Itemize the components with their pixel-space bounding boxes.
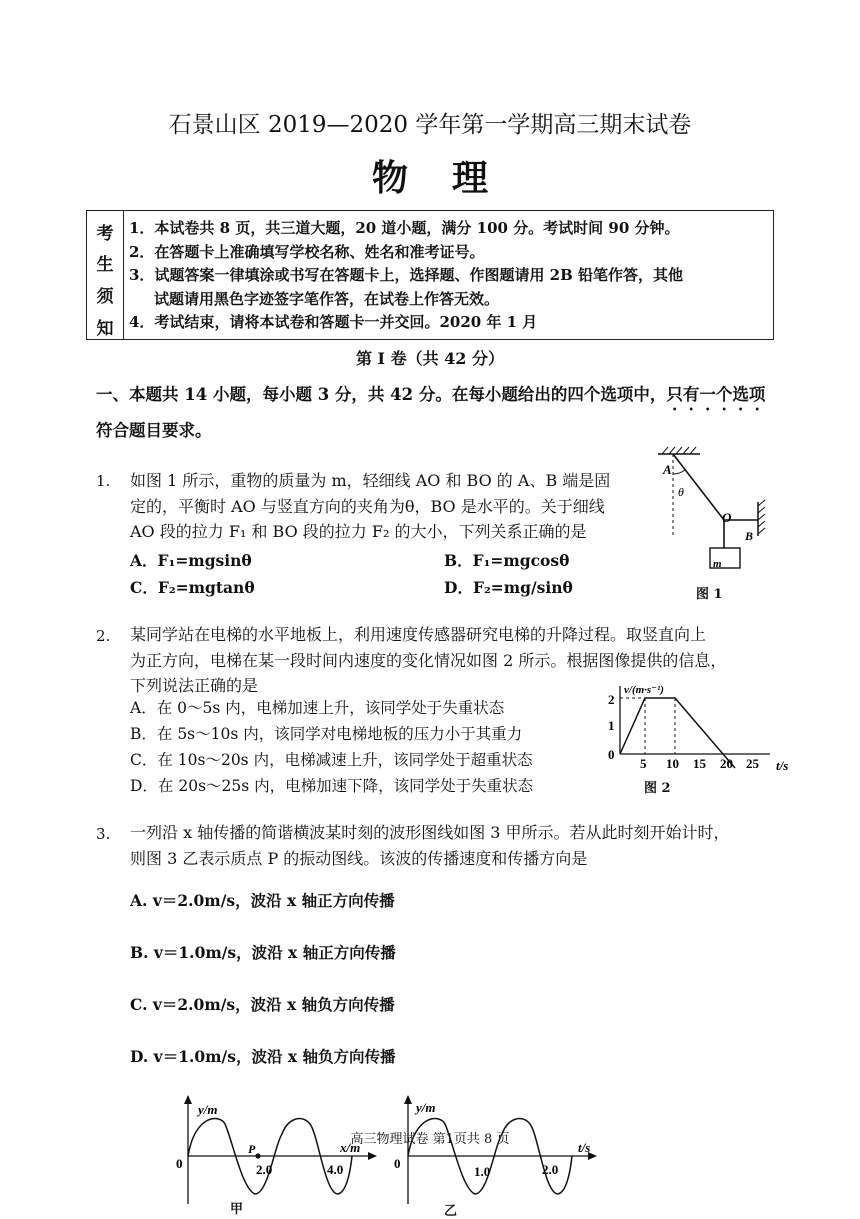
ylabel: y/m (416, 1100, 436, 1115)
stem-line: 下列说法正确的是 (130, 676, 259, 695)
xtick: 20 (720, 756, 733, 771)
option-d: D. v＝1.0m/s，波沿 x 轴负方向传播 (130, 1047, 396, 1066)
ylabel: y/m (198, 1102, 218, 1117)
notice-list (129, 217, 769, 335)
exam-title: 石景山区 2019—2020 学年第一学期高三期末试卷 (168, 112, 692, 138)
notice-item: 4．考试结束，请将本试卷和答题卡一并交回。2020 年 1 月 (129, 313, 538, 331)
option-d: D．在 20s～25s 内，电梯加速下降，该同学处于失重状态 (130, 777, 534, 795)
figure-1-caption: 图 1 (696, 587, 723, 602)
xlabel: t/s (578, 1140, 591, 1155)
section-heading: 第 Ⅰ 卷（共 42 分） (355, 349, 505, 368)
stem-line: 为正方向，电梯在某一段时间内速度的变化情况如图 2 所示。根据图像提供的信息， (130, 650, 727, 670)
question-1-stem (130, 468, 650, 545)
notice-box (86, 210, 774, 340)
xtick: 5 (640, 756, 647, 771)
label-theta: θ (678, 485, 684, 499)
stem-line: 定的，平衡时 AO 与竖直方向的夹角为θ，BO 是水平的。关于细线 (130, 496, 605, 516)
xtick: 1.0 (474, 1164, 491, 1179)
option-a: A. v＝2.0m/s，波沿 x 轴正方向传播 (130, 891, 395, 910)
question-3-stem (130, 820, 810, 871)
figure-3-vibration (390, 1094, 600, 1214)
option-b: B. v＝1.0m/s，波沿 x 轴正方向传播 (130, 943, 396, 962)
notice-label (87, 211, 124, 339)
stem-line: 一列沿 x 轴传播的简谐横波某时刻的波形图线如图 3 甲所示。若从此时刻开始计时， (130, 823, 730, 842)
xtick: 15 (693, 756, 706, 771)
label-b: B (745, 529, 754, 543)
origin: 0 (608, 747, 615, 762)
label-o: O (722, 510, 732, 525)
notice-label-char: 知 (96, 319, 114, 339)
notice-label-char: 须 (96, 287, 114, 307)
notice-label-char: 考 (96, 224, 114, 244)
notice-item: 3．试题答案一律填涂或书写在答题卡上，选择题、作图题请用 2B 铅笔作答，其他 (129, 266, 684, 284)
point-p (255, 1153, 260, 1158)
question-number: 3. (96, 825, 111, 843)
xtick: 10 (666, 756, 679, 771)
figure-3-right-caption: 乙 (444, 1204, 458, 1219)
question-number: 2. (96, 627, 111, 645)
figure-1 (650, 444, 780, 604)
subject-title: 物理 (371, 157, 532, 199)
option-a: A．在 0～5s 内，电梯加速上升，该同学处于失重状态 (130, 699, 505, 717)
notice-label-char: 生 (96, 255, 114, 275)
part-prefix: 一、本题共 14 小题，每小题 3 分，共 42 分。在每小题给出的四个选项中， (96, 385, 667, 404)
ytick-1: 1 (608, 718, 615, 733)
option-b: B．在 5s～10s 内，该同学对电梯地板的压力小于其重力 (130, 725, 523, 743)
stem-line: 某同学站在电梯的水平地板上，利用速度传感器研究电梯的升降过程。取竖直向上 (130, 625, 707, 644)
question-number: 1. (96, 472, 111, 490)
xtick: 2.0 (542, 1162, 559, 1177)
xtick: 2.0 (256, 1162, 273, 1177)
stem-line: AO 段的拉力 F₁ 和 BO 段的拉力 F₂ 的大小，下列关系正确的是 (130, 522, 587, 541)
xtick: 25 (746, 756, 759, 771)
option-c: C. v＝2.0m/s，波沿 x 轴负方向传播 (130, 995, 395, 1014)
ytick-2: 2 (608, 692, 615, 707)
label-m: m (713, 558, 722, 570)
option-a: A．F₁=mgsinθ (130, 551, 252, 570)
figure-3-left-caption: 甲 (230, 1202, 244, 1217)
notice-item: 1．本试卷共 8 页，共三道大题，20 道小题，满分 100 分。考试时间 90 分钟。 (129, 219, 680, 237)
xlabel: x/m (340, 1140, 361, 1155)
origin: 0 (394, 1156, 401, 1171)
part-suffix: 符合题目要求。 (96, 421, 212, 440)
option-b: B．F₁=mgcosθ (444, 551, 570, 570)
stem-line: 如图 1 所示，重物的质量为 m，轻细线 AO 和 BO 的 A、B 端是固 (130, 471, 611, 490)
figure-2-caption: 图 2 (644, 781, 671, 796)
option-c: C．F₂=mgtanθ (130, 578, 255, 597)
label-p: P (248, 1142, 256, 1156)
xtick: 4.0 (327, 1162, 344, 1177)
option-d: D．F₂=mg/sinθ (444, 578, 573, 597)
part-emphasis: 只有一个选项 (666, 385, 766, 404)
xlabel: t/s (776, 758, 789, 773)
figure-2-vt-graph (600, 684, 800, 780)
label-a: A (663, 462, 672, 477)
notice-item: 试题请用黑色字迹签字笔作答，在试卷上作答无效。 (154, 289, 500, 308)
part-instructions (96, 378, 776, 448)
ylabel: v/(m·s⁻¹) (624, 684, 664, 696)
origin: 0 (176, 1156, 183, 1171)
page-footer: 高三物理试卷 第1页共 8 页 (350, 1132, 510, 1147)
stem-line: 则图 3 乙表示质点 P 的振动图线。该波的传播速度和传播方向是 (130, 848, 588, 868)
figure-3-wave (170, 1094, 380, 1214)
notice-item: 2．在答题卡上准确填写学校名称、姓名和准考证号。 (129, 242, 485, 261)
option-c: C．在 10s～20s 内，电梯减速上升，该同学处于超重状态 (130, 751, 533, 769)
